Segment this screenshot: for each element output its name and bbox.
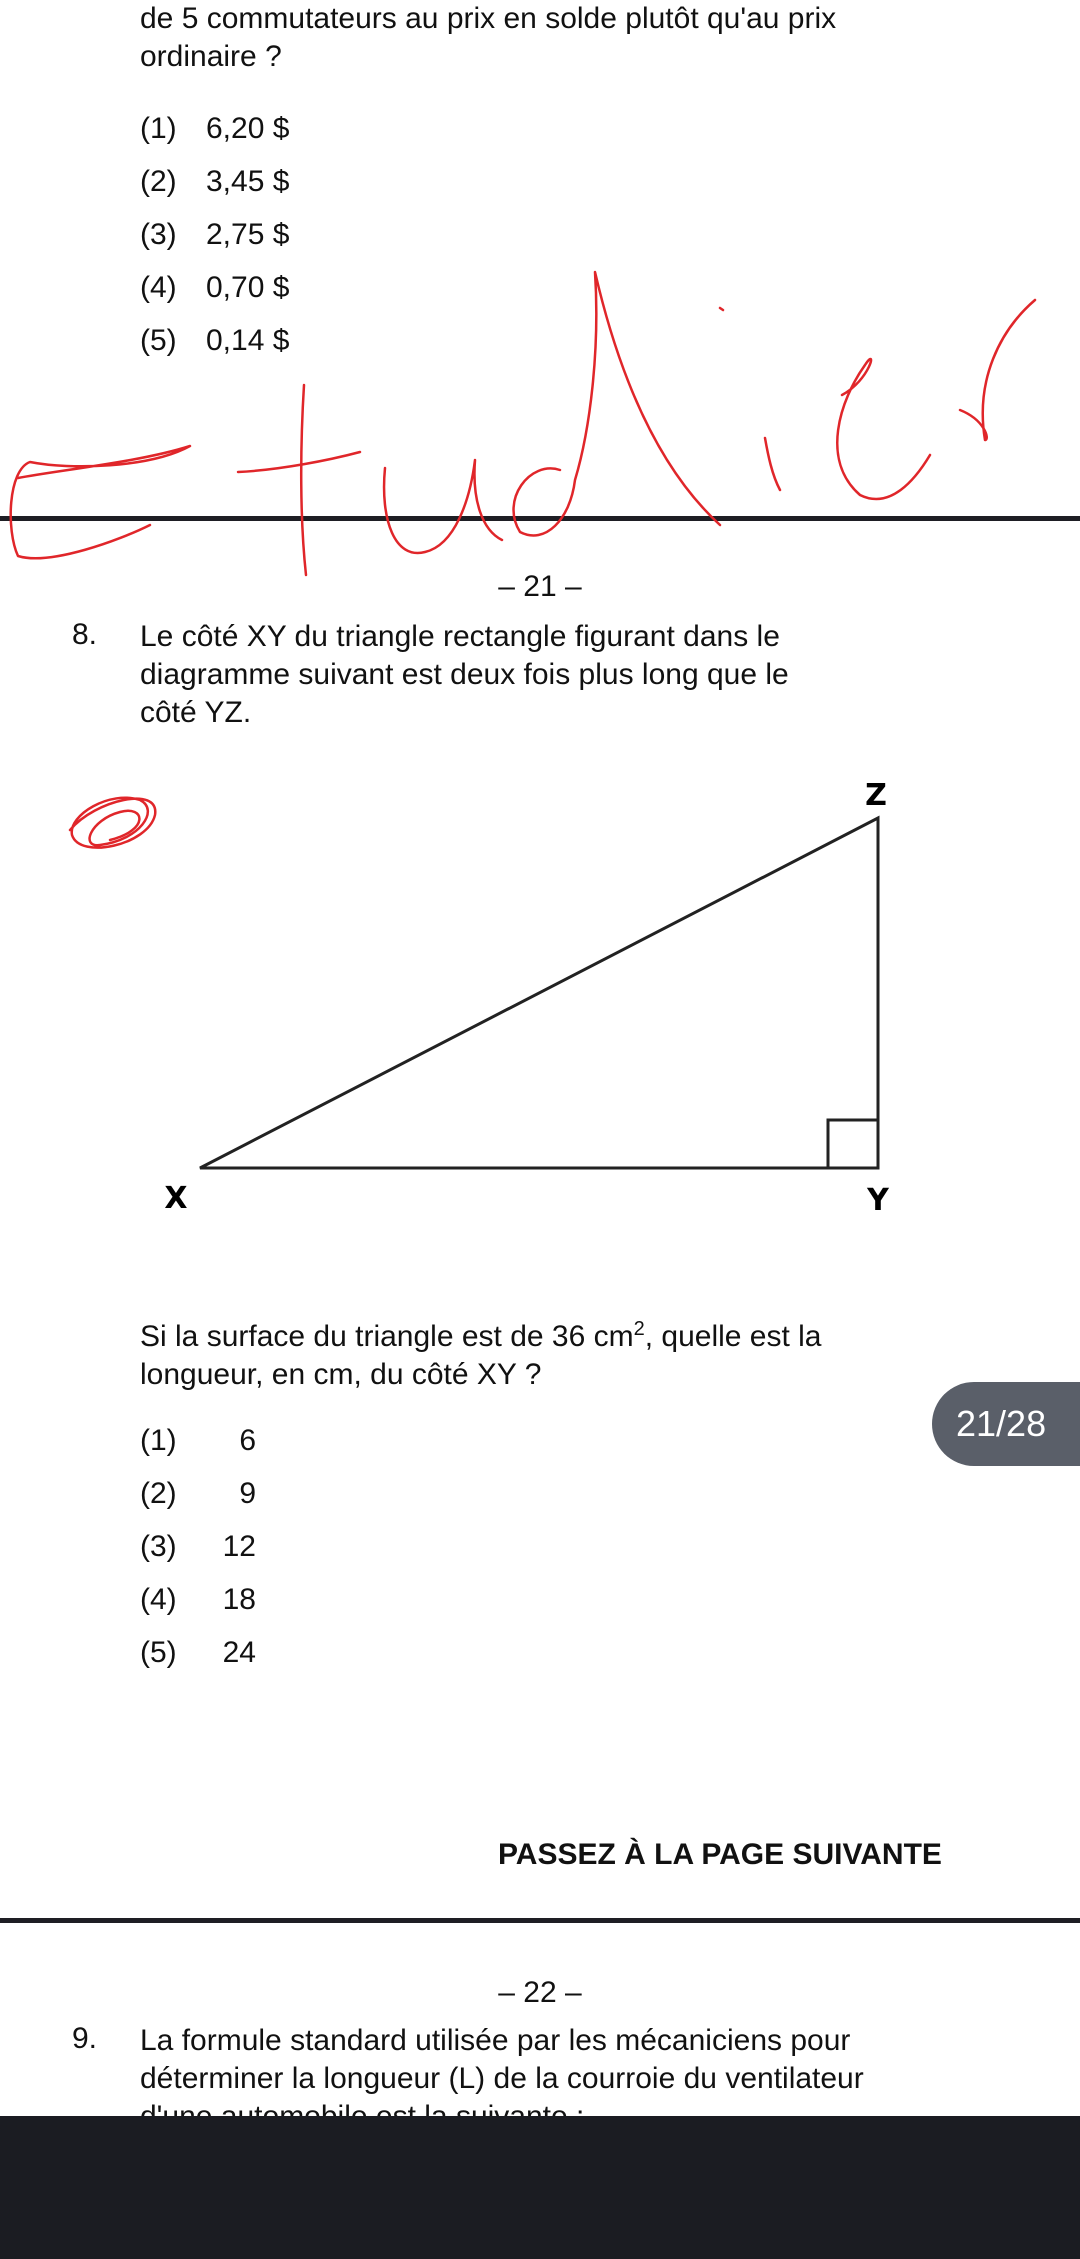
page-number-22: – 22 – (498, 1976, 582, 2009)
question-8-prompt-line-1: Si la surface du triangle est de 36 $cm^2$, quelle est la (140, 1318, 822, 1353)
page-indicator-badge[interactable]: 21/28 (932, 1382, 1080, 1466)
next-page-label: PASSEZ À LA PAGE SUIVANTE (498, 1838, 942, 1871)
question-8-line-2: diagramme suivant est deux fois plus long que le (140, 658, 789, 691)
option-1[interactable]: (1) 6 (140, 1424, 256, 1457)
option-5[interactable]: (5) 24 (140, 1636, 256, 1669)
page-divider-bottom (0, 1918, 1080, 1923)
option-3[interactable]: (3) 2,75 $ (140, 218, 290, 251)
option-4[interactable]: (4) 18 (140, 1583, 256, 1616)
page-number-21: – 21 – (498, 570, 582, 603)
question-8-prompt-line-2: longueur, en cm, du côté XY ? (140, 1358, 542, 1391)
triangle-xyz (200, 818, 878, 1168)
question-8-line-3: côté YZ. (140, 696, 252, 729)
label-x: X (164, 1181, 188, 1216)
question-9-number: 9. (72, 2022, 98, 2055)
question-8-line-1: Le côté XY du triangle rectangle figurant dans le (140, 620, 780, 653)
question-7-line-2: ordinaire ? (140, 40, 282, 73)
bottom-toolbar (0, 2116, 1080, 2259)
label-y: Y (867, 1183, 889, 1218)
question-9-line-1: La formule standard utilisée par les mécaniciens pour (140, 2024, 851, 2057)
question-7-line-1: de 5 commutateurs au prix en solde plutôt qu'au prix (140, 2, 837, 35)
option-2[interactable]: (2) 9 (140, 1477, 256, 1510)
question-8-prompt (140, 1310, 980, 1394)
option-4[interactable]: (4) 0,70 $ (140, 271, 290, 304)
option-5[interactable]: (5) 0,14 $ (140, 324, 290, 357)
option-3[interactable]: (3) 12 (140, 1530, 256, 1563)
label-z: Z (865, 778, 887, 813)
question-8-number: 8. (72, 618, 98, 651)
option-2[interactable]: (2) 3,45 $ (140, 165, 290, 198)
option-1[interactable]: (1) 6,20 $ (140, 112, 290, 145)
right-angle-marker (828, 1120, 878, 1168)
question-9-line-2: déterminer la longueur (L) de la courroie du ventilateur (140, 2062, 864, 2095)
